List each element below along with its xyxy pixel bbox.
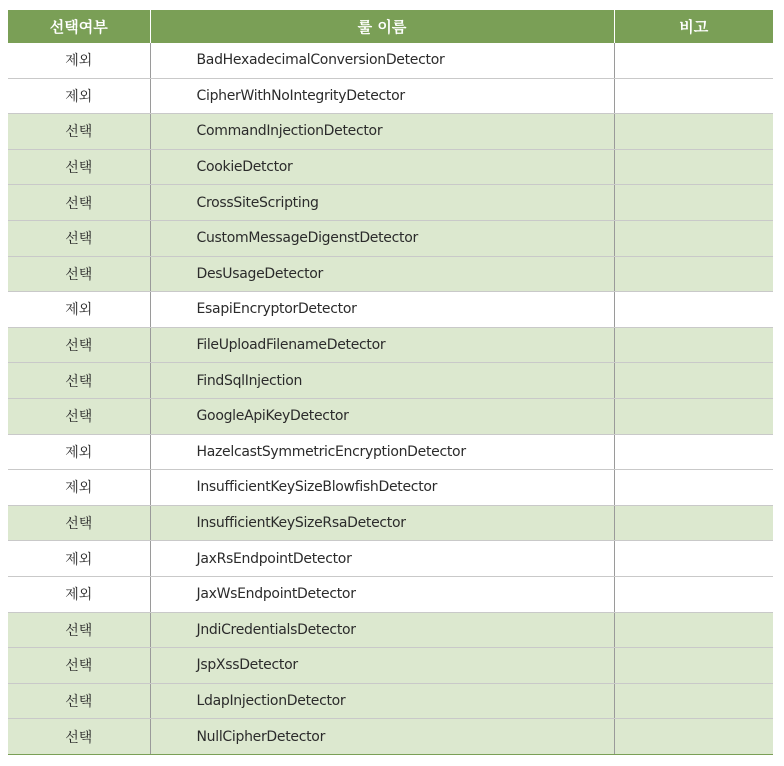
row-rule-name: InsufficientKeySizeRsaDetector (150, 505, 614, 541)
row-status: 선택 (8, 612, 150, 648)
row-status: 제외 (8, 292, 150, 328)
row-status: 선택 (8, 505, 150, 541)
row-status: 제외 (8, 470, 150, 506)
row-status: 선택 (8, 220, 150, 256)
row-status: 선택 (8, 114, 150, 150)
row-status: 제외 (8, 576, 150, 612)
row-rule-name: InsufficientKeySizeBlowfishDetector (150, 470, 614, 506)
row-rule-name: EsapiEncryptorDetector (150, 292, 614, 328)
table-row (8, 220, 773, 256)
row-status: 선택 (8, 327, 150, 363)
row-rule-name: BadHexadecimalConversionDetector (150, 43, 614, 78)
row-rule-name: JaxRsEndpointDetector (150, 541, 614, 577)
header-note: 비고 (614, 10, 773, 43)
row-note (614, 43, 773, 78)
table-row (8, 505, 773, 541)
row-status: 제외 (8, 541, 150, 577)
row-status: 선택 (8, 398, 150, 434)
row-note (614, 78, 773, 114)
row-note (614, 719, 773, 755)
table-row (8, 78, 773, 114)
row-note (614, 327, 773, 363)
table-row (8, 149, 773, 185)
row-note (614, 683, 773, 719)
table-header (8, 10, 773, 43)
header-status: 선택여부 (8, 10, 150, 43)
row-rule-name: FindSqlInjection (150, 363, 614, 399)
row-status: 선택 (8, 256, 150, 292)
table-row (8, 292, 773, 328)
row-note (614, 185, 773, 221)
row-status: 선택 (8, 149, 150, 185)
row-note (614, 612, 773, 648)
table-row (8, 398, 773, 434)
row-rule-name: JspXssDetector (150, 648, 614, 684)
table-row (8, 327, 773, 363)
row-rule-name: FileUploadFilenameDetector (150, 327, 614, 363)
row-note (614, 256, 773, 292)
table-row (8, 185, 773, 221)
header-rule-name: 룰 이름 (150, 10, 614, 43)
row-status: 선택 (8, 719, 150, 755)
table-row (8, 576, 773, 612)
row-note (614, 292, 773, 328)
table-row (8, 256, 773, 292)
row-note (614, 576, 773, 612)
table-row (8, 470, 773, 506)
row-rule-name: CrossSiteScripting (150, 185, 614, 221)
table-row (8, 43, 773, 78)
row-rule-name: JaxWsEndpointDetector (150, 576, 614, 612)
row-note (614, 363, 773, 399)
row-rule-name: LdapInjectionDetector (150, 683, 614, 719)
row-note (614, 505, 773, 541)
header-row (8, 10, 773, 43)
row-rule-name: NullCipherDetector (150, 719, 614, 755)
table-row (8, 648, 773, 684)
table-row (8, 541, 773, 577)
row-rule-name: CipherWithNoIntegrityDetector (150, 78, 614, 114)
row-status: 선택 (8, 185, 150, 221)
table-body (8, 43, 773, 754)
row-rule-name: JndiCredentialsDetector (150, 612, 614, 648)
row-note (614, 470, 773, 506)
table-row (8, 612, 773, 648)
table-row (8, 683, 773, 719)
row-status: 선택 (8, 683, 150, 719)
row-rule-name: CustomMessageDigenstDetector (150, 220, 614, 256)
row-note (614, 541, 773, 577)
table-row (8, 363, 773, 399)
row-status: 선택 (8, 648, 150, 684)
row-rule-name: CommandInjectionDetector (150, 114, 614, 150)
row-status: 제외 (8, 43, 150, 78)
table-row (8, 434, 773, 470)
row-note (614, 398, 773, 434)
row-note (614, 114, 773, 150)
table-row (8, 114, 773, 150)
row-status: 제외 (8, 434, 150, 470)
row-note (614, 648, 773, 684)
rule-table-container (8, 10, 773, 755)
row-status: 선택 (8, 363, 150, 399)
row-status: 제외 (8, 78, 150, 114)
row-note (614, 434, 773, 470)
row-rule-name: HazelcastSymmetricEncryptionDetector (150, 434, 614, 470)
row-note (614, 149, 773, 185)
row-rule-name: DesUsageDetector (150, 256, 614, 292)
row-rule-name: CookieDetctor (150, 149, 614, 185)
table-row (8, 719, 773, 755)
rule-selection-table (8, 10, 773, 755)
row-rule-name: GoogleApiKeyDetector (150, 398, 614, 434)
row-note (614, 220, 773, 256)
